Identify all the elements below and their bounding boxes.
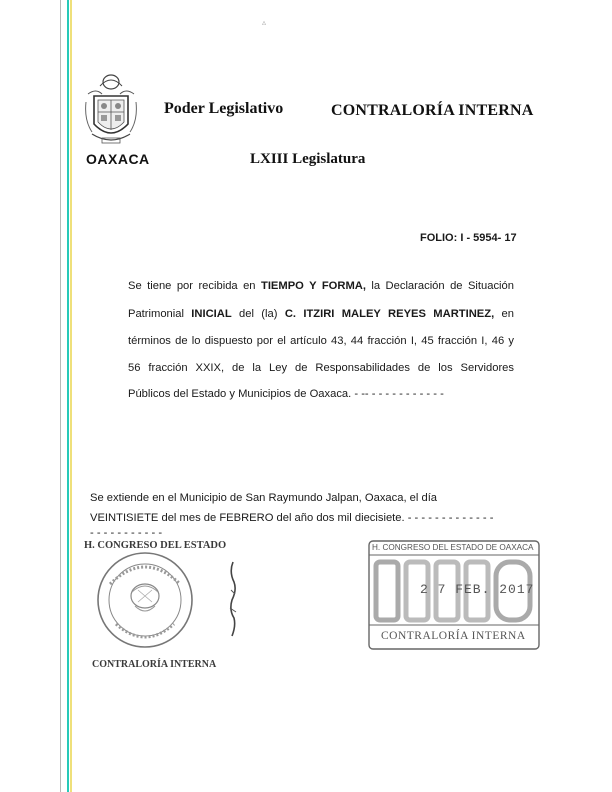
body-line-5: Públicos del Estado y Municipios de Oaxaca. - -- - - - - - - - - - - - — [128, 388, 444, 400]
left-seal-title: H. CONGRESO DEL ESTADO — [84, 540, 227, 551]
handwritten-signature — [226, 560, 240, 640]
closing-line-2: VEINTISIETE del mes de FEBRERO del año dos mil diecisiete. - - - - - - - - - - - - - — [90, 512, 494, 524]
margin-line-yellow — [70, 0, 72, 792]
body-line-2: Patrimonial INICIAL del (la) C. ITZIRI MALEY REYES MARTINEZ, en — [128, 308, 514, 320]
margin-line-green — [67, 0, 69, 792]
closing-line-3: - - - - - - - - - - - — [90, 527, 163, 539]
oaxaca-coat-of-arms-logo — [82, 72, 140, 150]
state-name-label: OAXACA — [86, 151, 150, 167]
margin-line-gray — [60, 0, 61, 792]
stamp-footer-text: CONTRALORÍA INTERNA — [381, 630, 526, 642]
body-line-3: términos de lo dispuesto por el artículo 43, 44 fracción I, 45 fracción I, 46 y — [128, 335, 514, 347]
closing-line-1: Se extiende en el Municipio de San Raymundo Jalpan, Oaxaca, el día — [90, 492, 438, 504]
poder-legislativo-heading: Poder Legislativo — [164, 100, 284, 117]
scan-mark: ▵ — [262, 18, 267, 27]
stamp-received-date: 2 7 FEB. 2017 — [420, 582, 535, 597]
body-line-1: Se tiene por recibida en TIEMPO Y FORMA, la Declaración de Situación — [128, 280, 514, 292]
body-line-4: 56 fracción XXIX, de la Ley de Responsabilidades de los Servidores — [128, 362, 514, 374]
congress-round-seal-stamp — [80, 532, 210, 677]
contraloria-heading: CONTRALORÍA INTERNA — [331, 102, 534, 119]
folio-number: FOLIO: I - 5954- 17 — [420, 232, 517, 244]
left-seal-footer: CONTRALORÍA INTERNA — [92, 659, 217, 670]
stamp-header-text: H. CONGRESO DEL ESTADO DE OAXACA — [372, 543, 534, 552]
legislatura-heading: LXIII Legislatura — [250, 151, 366, 167]
